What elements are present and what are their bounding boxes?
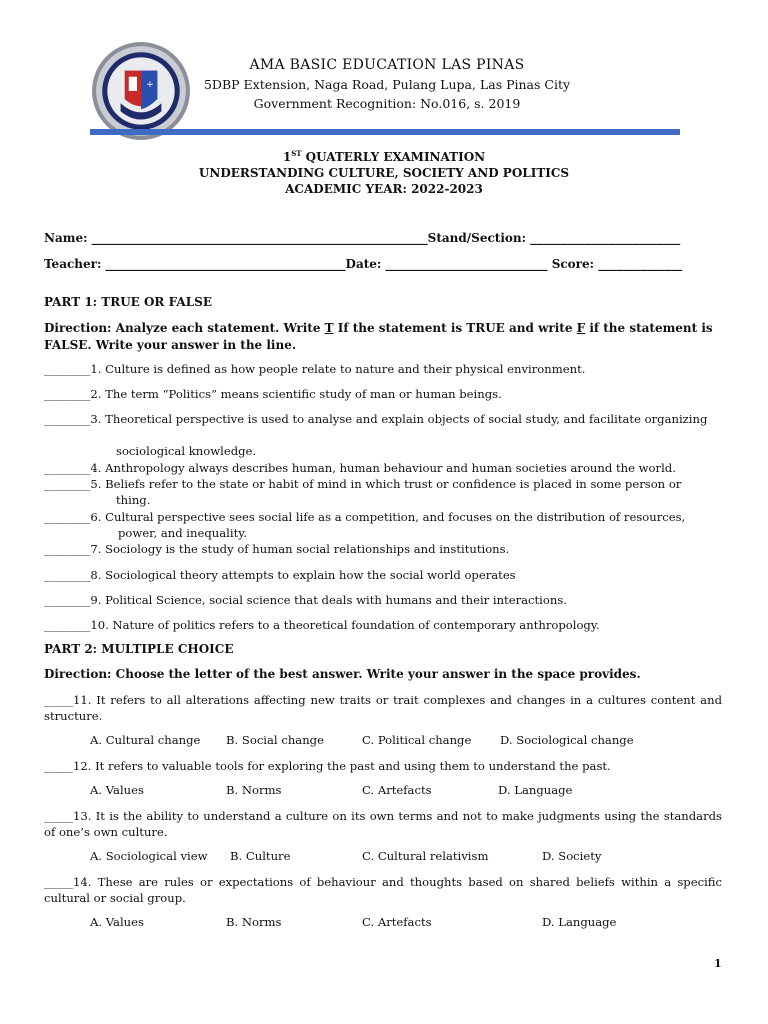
mc-question-12[interactable]: _____12. It refers to valuable tools for exploring the past and using them to understand the past. bbox=[44, 759, 611, 773]
option-a[interactable]: A. Values bbox=[90, 915, 144, 929]
tf-item-9[interactable]: ________9. Political Science, social science that deals with humans and their interactions. bbox=[44, 593, 567, 607]
option-b[interactable]: B. Social change bbox=[226, 733, 324, 747]
option-c[interactable]: C. Artefacts bbox=[362, 915, 432, 929]
page-number: 1 bbox=[714, 957, 722, 970]
option-a[interactable]: A. Cultural change bbox=[90, 733, 201, 747]
school-logo bbox=[90, 40, 192, 142]
tf-item-6-continuation: power, and inequality. bbox=[118, 526, 247, 540]
tf-item-4[interactable]: ________4. Anthropology always describes human, human behaviour and human societies around the world. bbox=[44, 461, 676, 475]
school-name: AMA BASIC EDUCATION LAS PINAS bbox=[249, 57, 525, 73]
tf-item-7[interactable]: ________7. Sociology is the study of human social relationships and institutions. bbox=[44, 542, 510, 556]
teacher-date-score-field[interactable]: Teacher: ________________________________________Date: ___________________________ Score: ______________ bbox=[44, 257, 683, 271]
part2-direction: Direction: Choose the letter of the best answer. Write your answer in the space provides. bbox=[44, 667, 641, 681]
tf-item-5[interactable]: ________5. Beliefs refer to the state or habit of mind in which trust or confidence is placed in some person or bbox=[44, 477, 682, 491]
government-recognition: Government Recognition: No.016, s. 2019 bbox=[253, 96, 521, 111]
part2-title: PART 2: MULTIPLE CHOICE bbox=[44, 642, 234, 656]
mc-question-11[interactable]: _____11. It refers to all alterations affecting new traits or trait complexes and changes in a cultures content and structure. bbox=[44, 693, 722, 723]
mc-question-13[interactable]: _____13. It is the ability to understand a culture on its own terms and not to make judgments using the standards of one’s own culture. bbox=[44, 809, 722, 839]
part1-direction: Direction: Analyze each statement. Write T If the statement is TRUE and write F if the statement is FALSE. Write your answer in the line. bbox=[44, 321, 713, 352]
academic-year: ACADEMIC YEAR: 2022-2023 bbox=[285, 182, 483, 196]
exam-title: 1ST QUATERLY EXAMINATION bbox=[282, 149, 486, 164]
part1-title: PART 1: TRUE OR FALSE bbox=[44, 295, 212, 309]
option-d[interactable]: D. Language bbox=[498, 783, 573, 797]
tf-item-2[interactable]: ________2. The term “Politics” means scientific study of man or human beings. bbox=[44, 387, 502, 401]
option-a[interactable]: A. Values bbox=[90, 783, 144, 797]
option-d[interactable]: D. Language bbox=[542, 915, 617, 929]
tf-item-3[interactable]: ________3. Theoretical perspective is used to analyse and explain objects of social study, and facilitate organizing bbox=[44, 412, 708, 426]
option-d[interactable]: D. Society bbox=[542, 849, 602, 863]
option-c[interactable]: C. Artefacts bbox=[362, 783, 432, 797]
header-divider bbox=[90, 129, 680, 135]
option-b[interactable]: B. Culture bbox=[230, 849, 291, 863]
option-b[interactable]: B. Norms bbox=[226, 783, 282, 797]
svg-text:+: + bbox=[146, 78, 154, 90]
tf-item-3-continuation: sociological knowledge. bbox=[116, 444, 257, 458]
name-section-field[interactable]: Name: ________________________________________________________Stand/Section: _________________________ bbox=[44, 231, 681, 245]
tf-item-5-continuation: thing. bbox=[116, 493, 151, 507]
option-b[interactable]: B. Norms bbox=[226, 915, 282, 929]
school-header bbox=[192, 56, 582, 113]
school-address: 5DBP Extension, Naga Road, Pulang Lupa, Las Pinas City bbox=[203, 77, 571, 92]
tf-item-8[interactable]: ________8. Sociological theory attempts to explain how the social world operates bbox=[44, 568, 516, 582]
tf-item-6[interactable]: ________6. Cultural perspective sees social life as a competition, and focuses on the distribution of resources, bbox=[44, 510, 686, 524]
tf-item-1[interactable]: ________1. Culture is defined as how people relate to nature and their physical environment. bbox=[44, 362, 586, 376]
exam-title-block bbox=[0, 146, 768, 197]
option-c[interactable]: C. Political change bbox=[362, 733, 472, 747]
exam-subject: UNDERSTANDING CULTURE, SOCIETY AND POLITICS bbox=[198, 166, 570, 180]
tf-item-10[interactable]: ________10. Nature of politics refers to a theoretical foundation of contemporary anthropology. bbox=[44, 618, 600, 632]
option-c[interactable]: C. Cultural relativism bbox=[362, 849, 489, 863]
option-a[interactable]: A. Sociological view bbox=[90, 849, 208, 863]
mc-question-14[interactable]: _____14. These are rules or expectations of behaviour and thoughts based on shared beliefs within a specific cultural or social group. bbox=[44, 875, 722, 905]
option-d[interactable]: D. Sociological change bbox=[500, 733, 634, 747]
